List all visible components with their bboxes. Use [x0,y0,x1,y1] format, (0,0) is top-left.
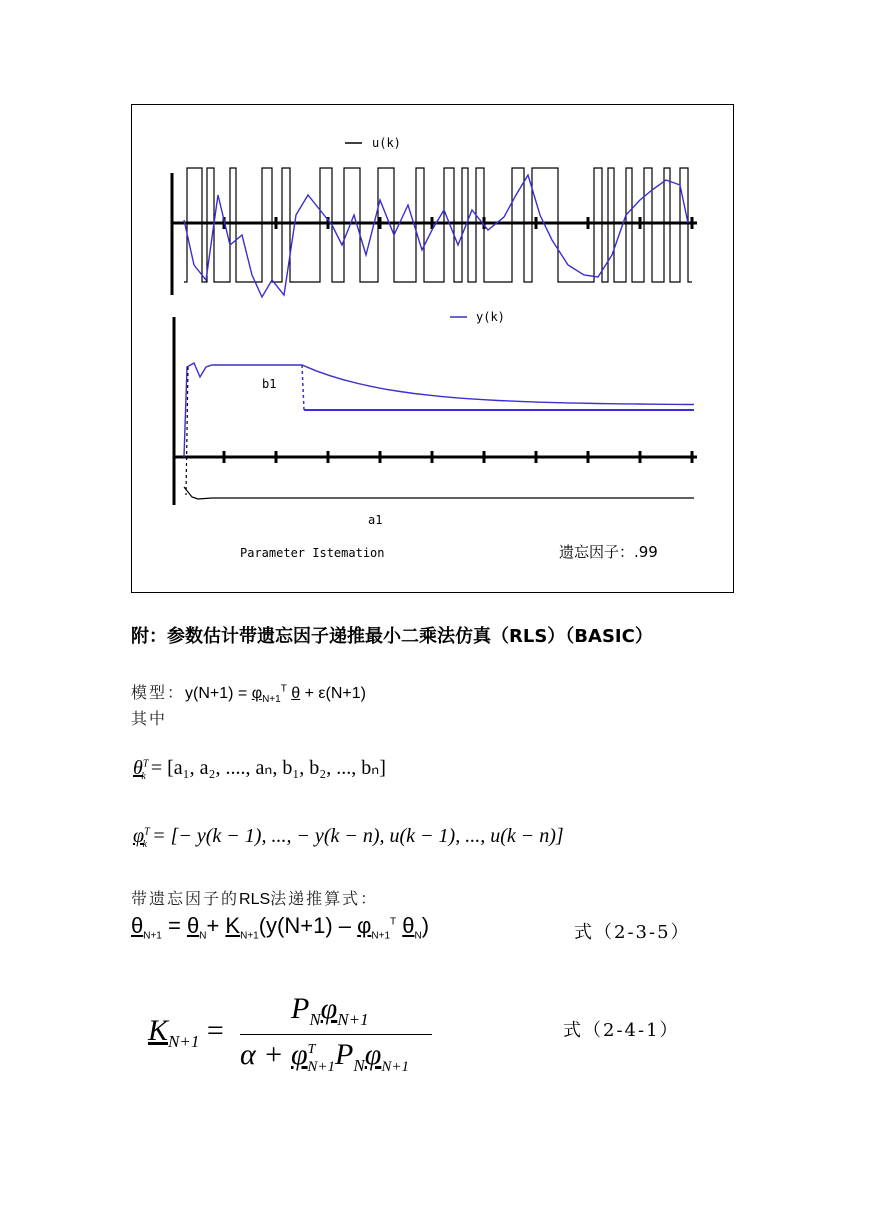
theta-symbol: θ [291,685,301,702]
y-signal-line [184,175,688,297]
legend-u-label: u(k) [372,136,401,150]
legend-y-label: y(k) [476,310,505,324]
a1-estimate-line [184,487,694,499]
model-label: 模型： [131,683,186,702]
u-signal-line [184,168,692,282]
simulation-figure [131,104,734,593]
where-label: 其中 [131,709,168,728]
label-a1: a1 [368,513,383,527]
model-equation: 模型：$y(N+1) = \varphi_{N+1}^T$ θ + ε(N+1) [131,683,366,706]
tag-2-4-1: 式（2-4-1） [563,1020,680,1041]
rls-intro: 带遗忘因子的RLS法递推算式： [131,889,379,908]
appendix-heading: 附：参数估计带遗忘因子递推最小二乘法仿真（RLS）（BASIC） [131,626,653,647]
b1-dashed-drop [302,365,304,410]
theta-definition: $\theta^T_k = [a_1$, a₂, ...., aₙ, b₁, b₂, ..., bₙ] [133,757,386,782]
equation-2-3-5: $\theta_{N+1} = \theta_N+ K_{N+1}(y(N+1) - \varphi_{N+1}^T$ $\theta_N$) [131,913,430,942]
caption-left: Parameter Istemation [240,546,385,560]
caption-right: 遗忘因子：.99 [559,543,658,561]
label-b1: b1 [262,377,277,391]
figure-plot [132,105,735,594]
phi-symbol: φ [251,685,263,702]
equation-2-4-1: $K_{N+1}$ = $P_N\varphi_{N+1}$ $\alpha + \varphi^T_{N+1}P_N\varphi_{N+1}$ [148,992,588,1082]
tag-2-3-5: 式（2-3-5） [574,922,691,943]
phi-definition: $\varphi^T_k$ = [− y(k − 1), ..., − y(k − n), u(k − 1), ..., u(k − n)] [133,825,564,850]
